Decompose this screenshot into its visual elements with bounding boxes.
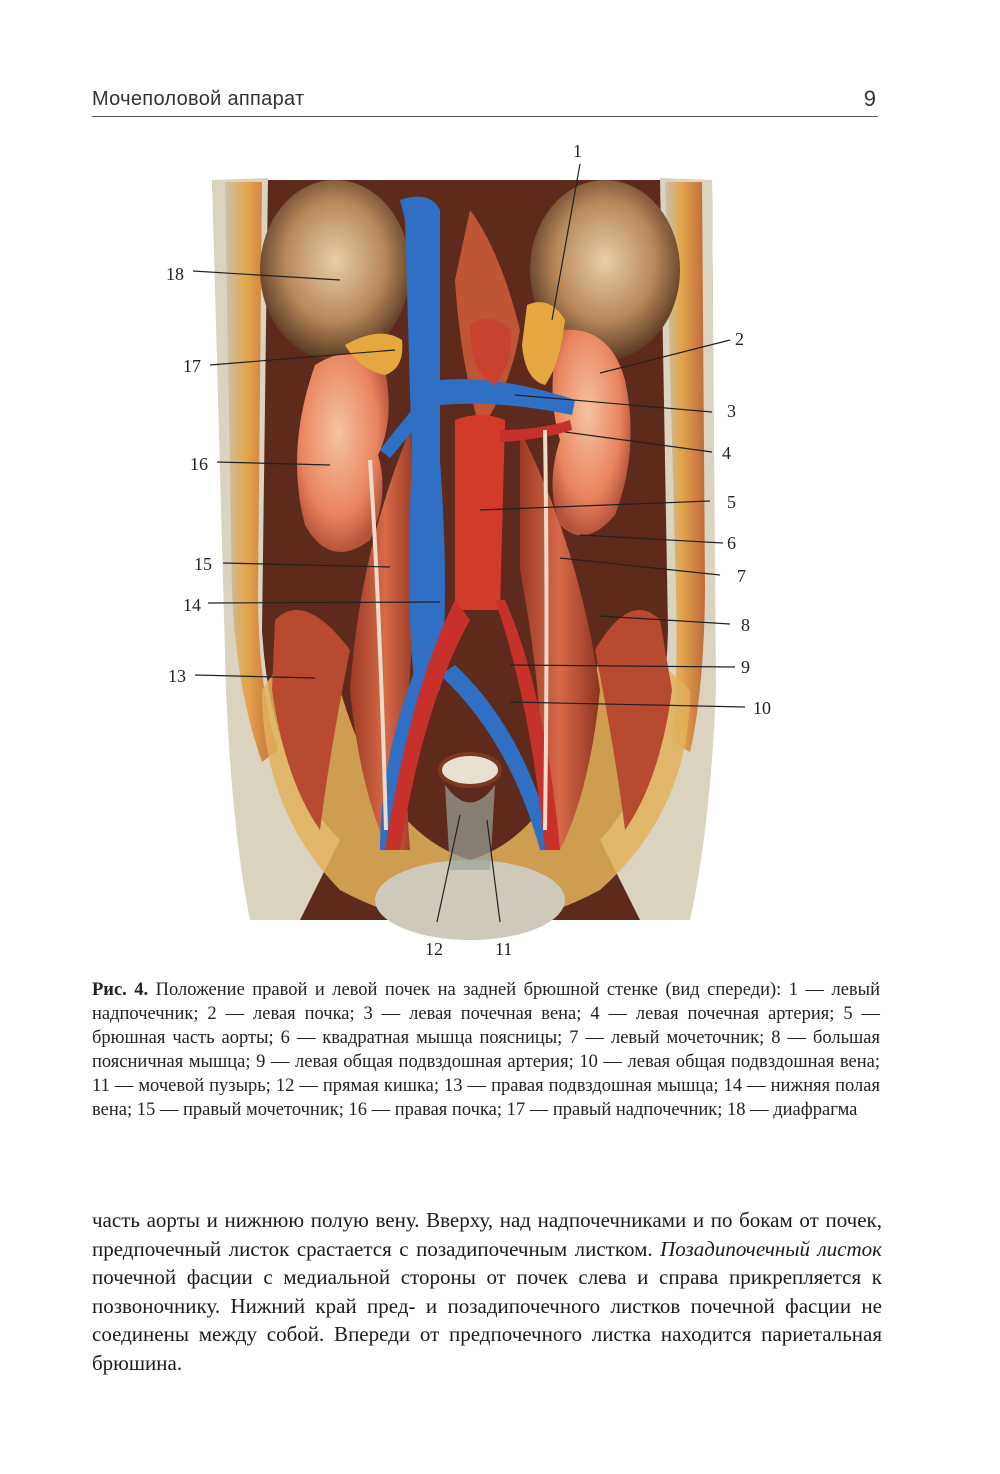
label-2: 2	[735, 329, 744, 349]
body-text-italic: Позадипочечный листок	[660, 1236, 882, 1261]
label-3: 3	[727, 401, 736, 421]
body-text-part1: часть аорты и нижнюю полую вену. Вверху, над надпочечниками и по бокам от почек, предпочечный листок срастается с позадипочечным листком.	[92, 1208, 882, 1261]
label-6: 6	[727, 533, 736, 553]
label-12: 12	[425, 939, 443, 959]
anatomy-figure	[0, 130, 1000, 970]
kidney-illustration	[0, 130, 1000, 970]
section-title: Мочеполовой аппарат	[92, 88, 305, 110]
label-13: 13	[168, 666, 186, 686]
label-15: 15	[194, 554, 212, 574]
label-17: 17	[183, 356, 201, 376]
page-number: 9	[863, 86, 876, 111]
running-header	[92, 86, 878, 117]
label-1: 1	[573, 141, 582, 161]
figure-caption	[92, 978, 880, 1122]
label-14: 14	[183, 595, 201, 615]
body-text-part2: почечной фасции с медиальной стороны от почек слева и справа прикрепляется к позвоночнику. Нижний край пред- и позадипочечного листков почечной фасции не соединены между собой. Впереди от предпочечного листка находится париетальная брюшина.	[92, 1265, 882, 1375]
label-10: 10	[753, 698, 771, 718]
caption-text: Положение правой и левой почек на задней брюшной стенке (вид спереди): 1 — левый надпочечник; 2 — левая почка; 3 — левая почечная вена; 4 — левая почечная артерия; 5 — брюшная часть аорты; 6 — квадратная мышца поясницы; 7 — левый мочеточник; 8 — большая поясничная мышца; 9 — левая общая подвздошная артерия; 10 — левая общая подвздошная вена; 11 — мочевой пузырь; 12 — прямая кишка; 13 — правая подвздошная мышца; 14 — нижняя полая вена; 15 — правый мочеточник; 16 — правая почка; 17 — правый надпочечник; 18 — диафрагма	[92, 980, 880, 1120]
label-18: 18	[166, 264, 184, 284]
label-5: 5	[727, 492, 736, 512]
label-7: 7	[737, 566, 746, 586]
label-8: 8	[741, 615, 750, 635]
label-4: 4	[722, 443, 731, 463]
body-paragraph	[92, 1206, 882, 1377]
label-16: 16	[190, 454, 208, 474]
label-9: 9	[741, 657, 750, 677]
figure-label: Рис. 4.	[92, 980, 149, 1000]
label-11: 11	[495, 939, 513, 959]
